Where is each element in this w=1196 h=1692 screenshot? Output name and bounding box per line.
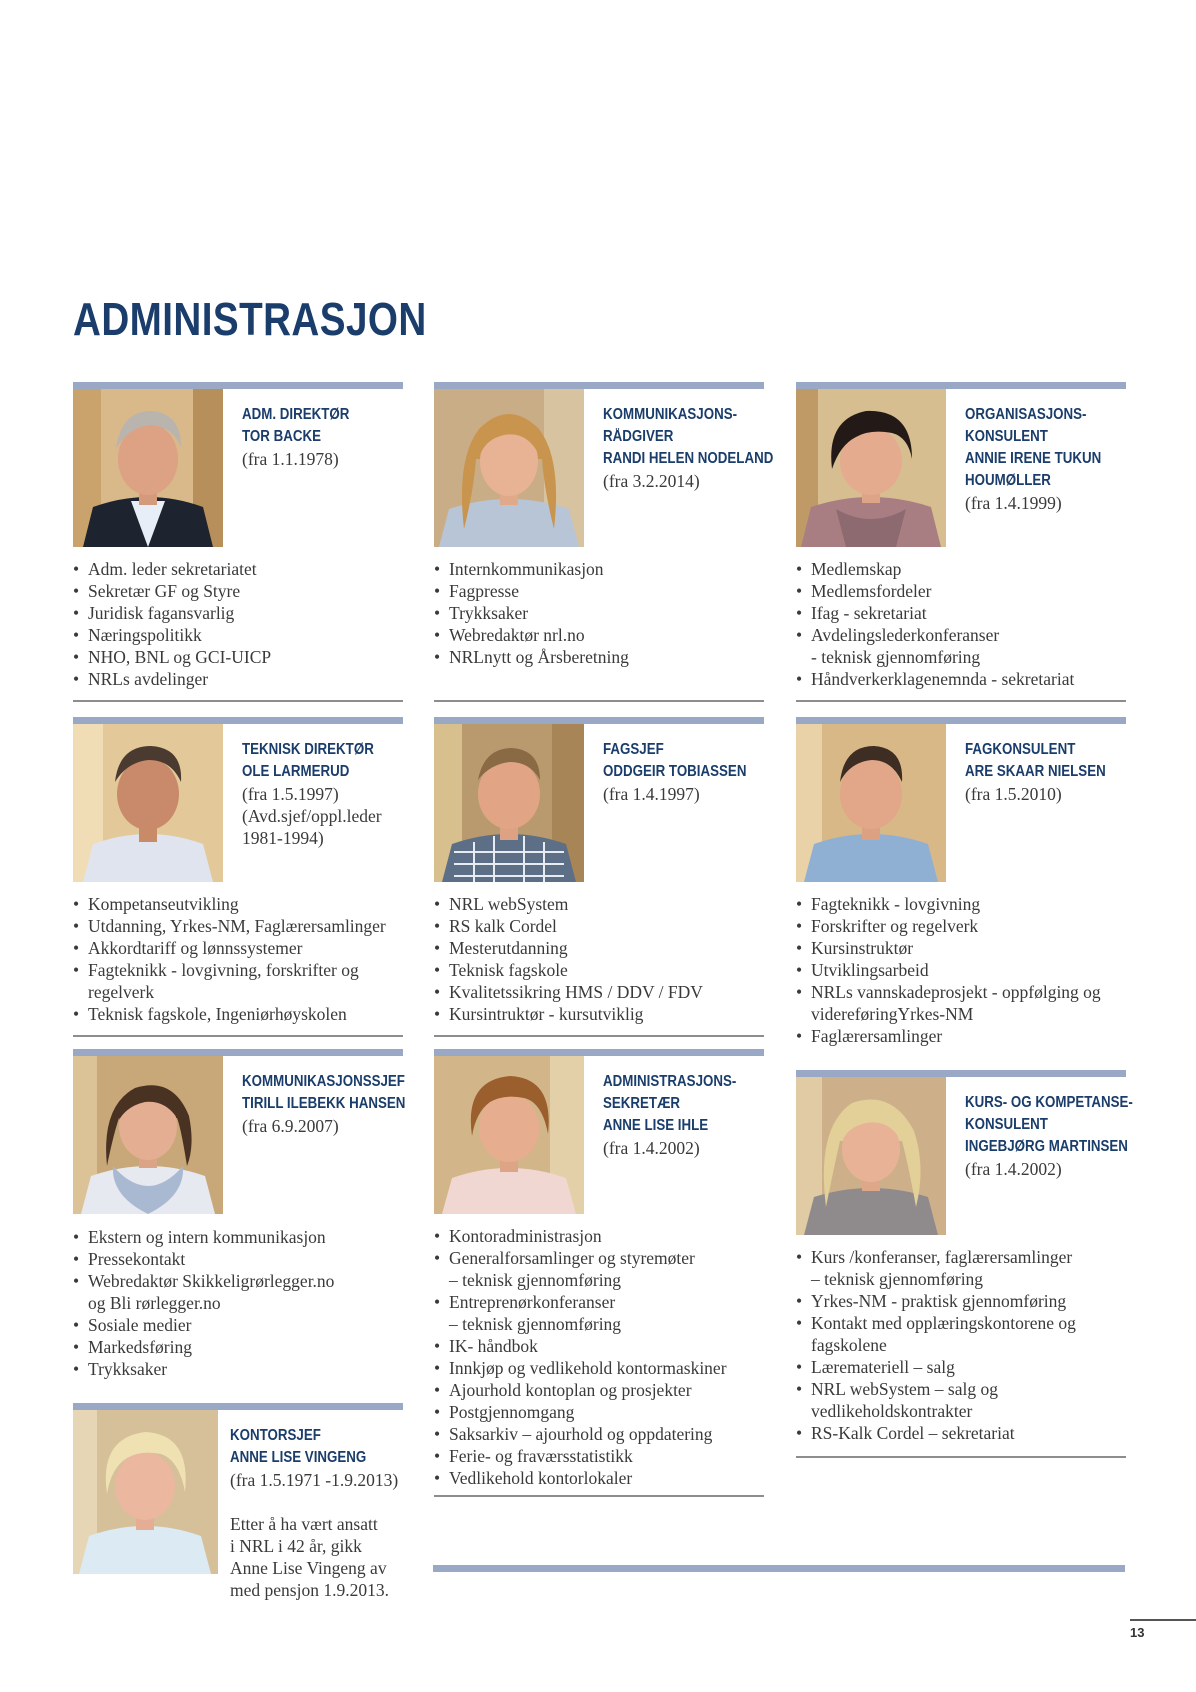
duty-item: • Teknisk fagskole [434,959,774,981]
portrait-photo [73,389,223,547]
staff-previous-role: (Avd.sjef/oppl.leder [242,806,382,826]
duty-item: • Trykksaker [434,602,774,624]
card-bottom-line [434,700,764,702]
staff-start-date: (fra 3.2.2014) [603,471,700,491]
card-top-bar [434,1049,764,1056]
card-bottom-line [796,1456,1126,1458]
duty-item: • Teknisk fagskole, Ingeniørhøyskolen [73,1003,413,1025]
duty-list [796,893,1136,1047]
staff-role: KONSULENT [965,1116,1048,1133]
retirement-note-line: Anne Lise Vingeng av [230,1558,387,1578]
duty-item: • Faglærersamlinger [796,1025,1136,1047]
duty-item: • Kompetanseutvikling [73,893,413,915]
staff-name: RANDI HELEN NODELAND [603,450,774,467]
duty-item: • Medlemskap [796,558,1136,580]
card-top-bar [434,717,764,724]
staff-start-date: (fra 6.9.2007) [242,1116,339,1136]
duty-item: • Entreprenørkonferanser [434,1291,774,1313]
duty-list [434,893,774,1025]
duty-item: • Internkommunikasjon [434,558,774,580]
duty-item: • Utdanning, Yrkes-NM, Faglærersamlinger [73,915,413,937]
page-title: ADMINISTRASJON [73,293,427,345]
staff-role: KOMMUNIKASJONSSJEF [242,1073,405,1090]
staff-name: TIRILL ILEBEKK HANSEN [242,1095,406,1112]
staff-name: ARE SKAAR NIELSEN [965,763,1106,780]
duty-item-continuation: – teknisk gjennomføring [811,1269,984,1289]
duty-item: • Ekstern og intern kommunikasjon [73,1226,413,1248]
duty-list [73,893,413,1025]
duty-item: • Saksarkiv – ajourhold og oppdatering [434,1423,774,1445]
staff-role: TEKNISK DIREKTØR [242,741,374,758]
portrait-photo [796,1077,946,1235]
duty-item: • Pressekontakt [73,1248,413,1270]
staff-start-date: (fra 1.5.2010) [965,784,1062,804]
card-top-bar [73,717,403,724]
staff-role: FAGKONSULENT [965,741,1076,758]
duty-list [73,558,413,690]
duty-item: • Juridisk fagansvarlig [73,602,413,624]
portrait-photo [434,1056,584,1214]
duty-item-continuation: fagskolene [811,1335,887,1355]
staff-name: ANNIE IRENE TUKUN [965,450,1102,467]
duty-item: • Kontakt med opplæringskontorene og [796,1312,1136,1334]
portrait-photo [434,389,584,547]
staff-role: KONSULENT [965,428,1048,445]
duty-item-continuation: vedlikeholdskontrakter [811,1401,973,1421]
duty-item: • Vedlikehold kontorlokaler [434,1467,774,1489]
portrait-photo [73,1410,218,1574]
staff-start-date: (fra 1.4.1999) [965,493,1062,513]
card-top-bar [73,1403,403,1410]
duty-item: • Sosiale medier [73,1314,413,1336]
duty-item: • Håndverkerklagenemnda - sekretariat [796,668,1136,690]
duty-item: • RS-Kalk Cordel – sekretariat [796,1422,1136,1444]
retirement-note-line: i NRL i 42 år, gikk [230,1536,362,1556]
page-number-rule [1130,1619,1196,1621]
duty-item: • Medlemsfordeler [796,580,1136,602]
staff-role: ADMINISTRASJONS- [603,1073,737,1090]
staff-role: ADM. DIREKTØR [242,406,350,423]
duty-item: • NRL webSystem – salg og [796,1378,1136,1400]
portrait-photo [434,724,584,882]
staff-name: OLE LARMERUD [242,763,350,780]
card-top-bar [434,382,764,389]
portrait-photo [73,1056,223,1214]
duty-item: • Adm. leder sekretariatet [73,558,413,580]
duty-item: • Forskrifter og regelverk [796,915,1136,937]
staff-start-date: (fra 1.5.1971 -1.9.2013) [230,1470,399,1490]
page-number: 13 [1130,1625,1145,1640]
duty-item: • Fagteknikk - lovgivning [796,893,1136,915]
duty-item: • Fagpresse [434,580,774,602]
duty-list [434,558,774,668]
card-bottom-line [73,700,403,702]
duty-item: • Kursintruktør - kursutviklig [434,1003,774,1025]
duty-item: • NRLnytt og Årsberetning [434,646,774,668]
duty-item: • Ferie- og fraværsstatistikk [434,1445,774,1467]
portrait-photo [73,724,223,882]
duty-item: • Læremateriell – salg [796,1356,1136,1378]
duty-list [434,1225,774,1489]
staff-role: FAGSJEF [603,741,664,758]
staff-role: SEKRETÆR [603,1095,681,1112]
duty-item: • RS kalk Cordel [434,915,774,937]
staff-name: INGEBJØRG MARTINSEN [965,1138,1128,1155]
duty-item: • Generalforsamlinger og styremøter [434,1247,774,1269]
duty-item: • IK- håndbok [434,1335,774,1357]
duty-item: • Kurs /konferanser, faglærersamlinger [796,1246,1136,1268]
staff-start-date: (fra 1.1.1978) [242,449,339,469]
card-top-bar [796,1070,1126,1077]
staff-name: ANNE LISE VINGENG [230,1449,367,1466]
duty-item-continuation: videreføringYrkes-NM [811,1004,974,1024]
staff-name: ANNE LISE IHLE [603,1117,709,1134]
portrait-photo [796,724,946,882]
duty-item: • Webredaktør Skikkeligrørlegger.no [73,1270,413,1292]
staff-start-date: (fra 1.4.2002) [965,1159,1062,1179]
duty-item: • Mesterutdanning [434,937,774,959]
duty-item: • Fagteknikk - lovgivning, forskrifter og [73,959,413,981]
duty-item: • Trykksaker [73,1358,413,1380]
retirement-note-line: med pensjon 1.9.2013. [230,1580,389,1600]
duty-item: • Kontoradministrasjon [434,1225,774,1247]
duty-item: • Innkjøp og vedlikehold kontormaskiner [434,1357,774,1379]
duty-item: • Kursinstruktør [796,937,1136,959]
card-top-bar [796,717,1126,724]
duty-item: • Næringspolitikk [73,624,413,646]
staff-start-date: (fra 1.4.2002) [603,1138,700,1158]
duty-item: • Ajourhold kontoplan og prosjekter [434,1379,774,1401]
card-top-bar [73,1049,403,1056]
retirement-note-line: Etter å ha vært ansatt [230,1514,378,1534]
page-bottom-rule [433,1565,1125,1572]
staff-previous-role: 1981-1994) [242,828,324,848]
duty-list [73,1226,413,1380]
staff-role: ORGANISASJONS- [965,406,1087,423]
duty-list [796,558,1136,690]
staff-role: KOMMUNIKASJONS- [603,406,738,423]
card-bottom-line [796,700,1126,702]
card-top-bar [73,382,403,389]
duty-item: • NRLs avdelinger [73,668,413,690]
staff-start-date: (fra 1.4.1997) [603,784,700,804]
duty-item-continuation: regelverk [88,982,155,1002]
duty-item: • Akkordtariff og lønnssystemer [73,937,413,959]
duty-item: • Webredaktør nrl.no [434,624,774,646]
staff-role: KONTORSJEF [230,1427,321,1444]
card-top-bar [796,382,1126,389]
duty-item-continuation: og Bli rørlegger.no [88,1293,221,1313]
duty-item: • Markedsføring [73,1336,413,1358]
duty-item: • Postgjennomgang [434,1401,774,1423]
duty-item: • NRL webSystem [434,893,774,915]
duty-item-continuation: – teknisk gjennomføring [449,1314,622,1334]
staff-role: RÅDGIVER [603,428,674,445]
duty-item: • Yrkes-NM - praktisk gjennomføring [796,1290,1136,1312]
duty-item-continuation: – teknisk gjennomføring [449,1270,622,1290]
staff-name: HOUMØLLER [965,472,1051,489]
staff-role: KURS- OG KOMPETANSE- [965,1094,1133,1111]
retirement-note [230,1513,410,1601]
duty-item: • Avdelingslederkonferanser [796,624,1136,646]
card-bottom-line [73,1035,403,1037]
duty-list [796,1246,1136,1444]
duty-item: • Sekretær GF og Styre [73,580,413,602]
duty-item: • Ifag - sekretariat [796,602,1136,624]
duty-item: • Kvalitetssikring HMS / DDV / FDV [434,981,774,1003]
duty-item: • NRLs vannskadeprosjekt - oppfølging og [796,981,1136,1003]
duty-item: • Utviklingsarbeid [796,959,1136,981]
staff-name: ODDGEIR TOBIASSEN [603,763,747,780]
staff-name: TOR BACKE [242,428,321,445]
staff-start-date: (fra 1.5.1997) [242,784,339,804]
duty-item: • NHO, BNL og GCI-UICP [73,646,413,668]
duty-item-continuation: - teknisk gjennomføring [811,647,981,667]
card-bottom-line [434,1035,764,1037]
card-bottom-line [434,1495,764,1497]
portrait-photo [796,389,946,547]
